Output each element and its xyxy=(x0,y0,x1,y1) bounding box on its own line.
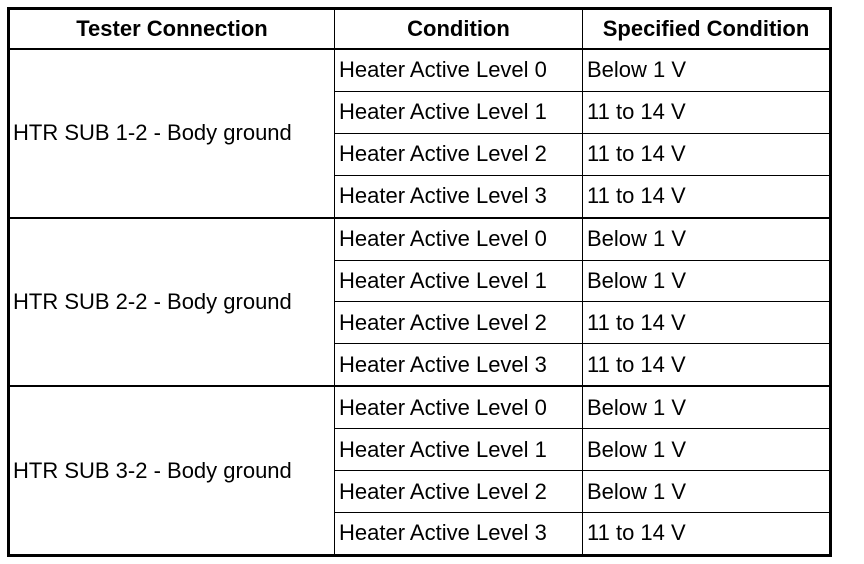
condition-cell: Heater Active Level 1 xyxy=(335,91,583,133)
condition-cell: Heater Active Level 3 xyxy=(335,344,583,386)
tester-connection-cell: HTR SUB 1-2 - Body ground xyxy=(9,49,335,218)
specified-condition-cell: Below 1 V xyxy=(583,429,831,471)
header-row xyxy=(9,9,831,50)
table-row xyxy=(9,218,831,260)
header-specified-condition: Specified Condition xyxy=(583,9,831,50)
table-row xyxy=(9,386,831,428)
condition-cell: Heater Active Level 2 xyxy=(335,302,583,344)
specified-condition-cell: 11 to 14 V xyxy=(583,133,831,175)
specified-condition-cell: 11 to 14 V xyxy=(583,512,831,555)
specified-condition-cell: Below 1 V xyxy=(583,471,831,513)
condition-cell: Heater Active Level 3 xyxy=(335,175,583,217)
specified-condition-cell: 11 to 14 V xyxy=(583,302,831,344)
condition-cell: Heater Active Level 3 xyxy=(335,512,583,555)
tester-connection-cell: HTR SUB 3-2 - Body ground xyxy=(9,386,335,555)
condition-cell: Heater Active Level 2 xyxy=(335,471,583,513)
condition-cell: Heater Active Level 0 xyxy=(335,386,583,428)
header-condition: Condition xyxy=(335,9,583,50)
specified-condition-cell: Below 1 V xyxy=(583,218,831,260)
specified-condition-cell: 11 to 14 V xyxy=(583,344,831,386)
specified-condition-cell: Below 1 V xyxy=(583,260,831,302)
specified-condition-cell: Below 1 V xyxy=(583,49,831,91)
specified-condition-cell: 11 to 14 V xyxy=(583,175,831,217)
condition-cell: Heater Active Level 1 xyxy=(335,429,583,471)
tester-connection-cell: HTR SUB 2-2 - Body ground xyxy=(9,218,335,387)
specified-condition-cell: Below 1 V xyxy=(583,386,831,428)
condition-cell: Heater Active Level 0 xyxy=(335,49,583,91)
specified-condition-cell: 11 to 14 V xyxy=(583,91,831,133)
condition-cell: Heater Active Level 2 xyxy=(335,133,583,175)
condition-cell: Heater Active Level 1 xyxy=(335,260,583,302)
spec-table xyxy=(7,7,832,557)
header-tester-connection: Tester Connection xyxy=(9,9,335,50)
table-row xyxy=(9,49,831,91)
condition-cell: Heater Active Level 0 xyxy=(335,218,583,260)
